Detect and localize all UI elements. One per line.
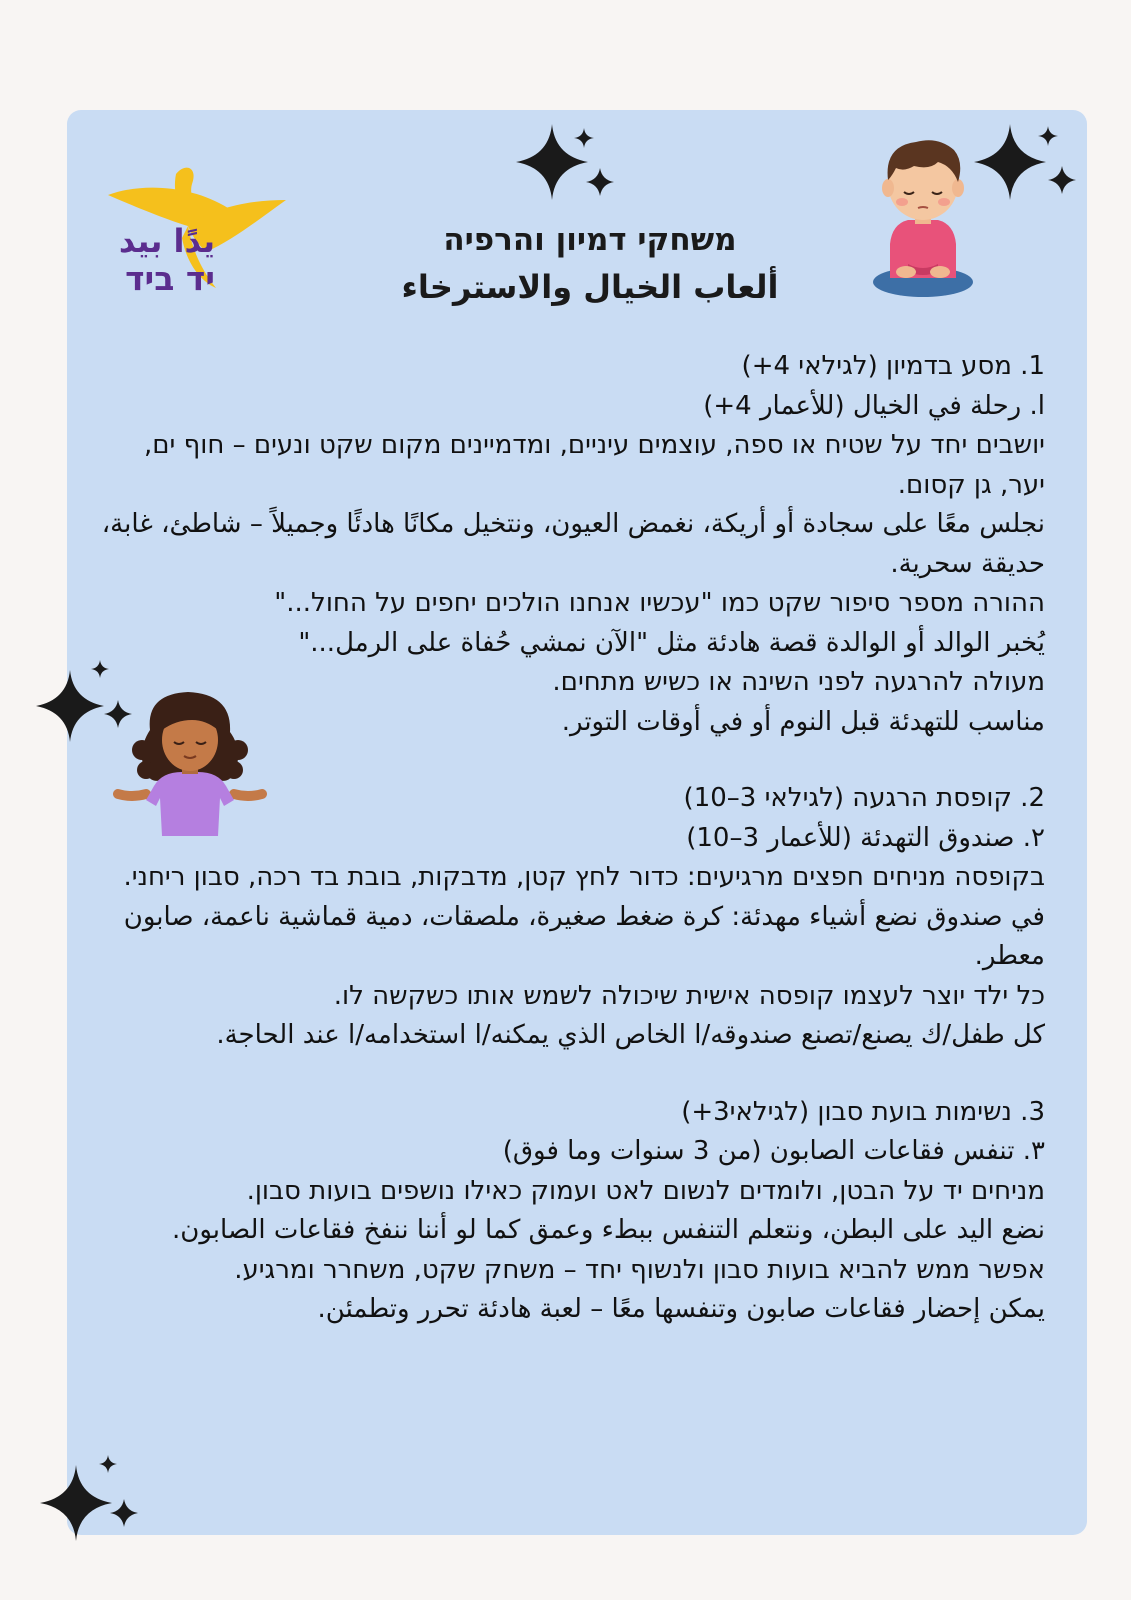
sparkle-icon [968,118,1080,208]
logo-text-hebrew: יד ביד [125,259,215,298]
activity-section-1 [100,347,1045,742]
page-title-arabic: ألعاب الخيال والاسترخاء [401,268,779,306]
activity-section-3 [100,1093,1045,1330]
section-spacer [100,742,1045,779]
page-title-hebrew: משחקי דמיון והרפיה [443,222,737,258]
paragraph: יושבים יחד על שטיח או ספה, עוצמים עיניים, ומדמיינים מקום שקט ונעים – חוף ים, יער, גן קסום. [144,430,1045,500]
section-heading-hebrew: 3. נשימות בועת סבון (לגילאי3+) [681,1096,1045,1127]
paragraph: מעולה להרגעה לפני השינה או כשיש מתחים. [552,667,1045,697]
section-heading-arabic: ٢. صندوق التهدئة (للأعمار 3–10) [686,822,1045,853]
activity-section-2 [100,779,1045,1056]
paragraph: كل طفل/ك يصنع/تصنع صندوقه/ا الخاص الذي يمكنه/ا استخدامه/ا عند الحاجة. [216,1020,1045,1050]
paragraph: ההורה מספר סיפור שקט כמו "עכשיו אנחנו הולכים יחפים על החול..." [274,588,1045,618]
paragraph: בקופסה מניחים חפצים מרגיעים: כדור לחץ קטן, מדבקות, בובת בד רכה, סבון ריחני. [123,862,1045,892]
section-heading-hebrew: 1. מסע בדמיון (לגילאי 4+) [741,351,1045,381]
section-heading-arabic: ٣. تنفس فقاعات الصابون (من 3 سنوات وما فوق) [502,1136,1045,1166]
sparkle-icon [510,118,620,208]
paragraph: אפשר ממש להביא בועות סבון ולנשוף יחד – משחק שקט, משחרר ומרגיע. [234,1254,1045,1285]
sparkle-icon [36,1455,146,1545]
paragraph: يُخبر الوالد أو الوالدة قصة هادئة مثل "الآن نمشي حُفاة على الرمل..." [298,627,1045,658]
paragraph: مناسب للتهدئة قبل النوم أو في أوقات التوتر. [561,706,1045,737]
yad-beyad-logo [88,160,293,305]
paragraph: يمكن إحضار فقاعات صابون وتنفسها معًا – لعبة هادئة تحرر وتطمئن. [317,1294,1045,1324]
activities-text [100,347,1045,1330]
paragraph: نضع اليد على البطن، ونتعلم التنفس ببطء وعمق كما لو أننا ننفخ فقاعات الصابون. [172,1215,1045,1245]
section-spacer [100,1056,1045,1093]
section-heading-hebrew: 2. קופסת הרגעה (לגילאי 3–10) [683,783,1045,813]
paragraph: في صندوق نضع أشياء مهدئة: كرة ضغط صغيرة، ملصقات، دمية قماشية ناعمة، صابون معطر. [123,901,1045,971]
meditating-boy-illustration [868,132,978,302]
paragraph: מניחים יד על הבטן, ולומדים לנשום לאט ועמוק כאילו נושפים בועות סבון. [246,1175,1045,1206]
logo-text-arabic: يدًا بيد [118,222,215,260]
paragraph: نجلس معًا على سجادة أو أريكة، نغمض العيون، ونتخيل مكانًا هادئًا وجميلاً – شاطئ، غابة، حديقة سحرية. [101,509,1045,579]
paragraph: כל ילד יוצר לעצמו קופסה אישית שיכולה לשמש אותו כשקשה לו. [333,980,1045,1011]
section-heading-arabic: ا. رحلة في الخيال (للأعمار 4+) [703,390,1045,421]
